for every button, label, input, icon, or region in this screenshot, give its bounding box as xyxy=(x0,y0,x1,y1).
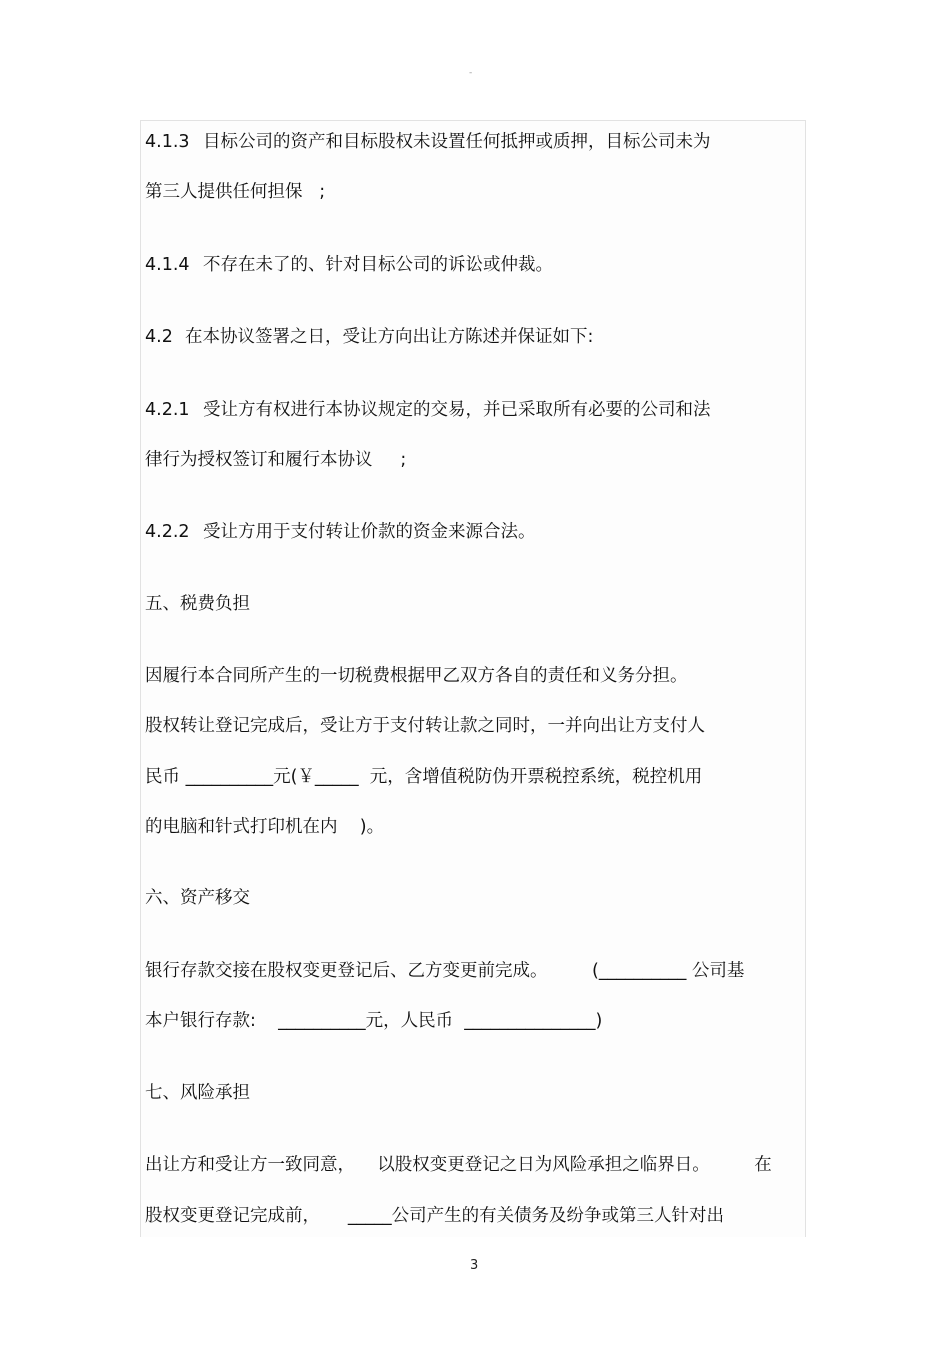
paragraph-7-line-2 xyxy=(145,1204,724,1228)
paragraph-7-line-1 xyxy=(145,1153,772,1177)
clause-4-1-4 xyxy=(145,253,553,277)
heading-text: 七、风险承担 xyxy=(145,1083,250,1103)
paragraph-text: 银行存款交接在股权变更登记后、乙方变更前完成。 (__________ 公司基 xyxy=(145,961,745,981)
header-mark: - xyxy=(469,68,473,78)
heading-text: 六、资产移交 xyxy=(145,888,250,908)
clause-text: 受让方有权进行本协议规定的交易，并已采取所有必要的公司和法 xyxy=(203,400,711,420)
clause-number: 4.1.3 xyxy=(145,132,190,152)
paragraph-text: 股权变更登记完成前， _____公司产生的有关债务及纷争或第三人针对出 xyxy=(145,1206,725,1226)
section-heading-6 xyxy=(145,886,250,910)
paragraph-5-line-2 xyxy=(145,714,705,738)
clause-number: 4.2 xyxy=(145,327,173,347)
clause-4-1-3-line-2 xyxy=(145,180,325,204)
document-body xyxy=(140,120,806,1237)
clause-number: 4.2.1 xyxy=(145,400,190,420)
clause-text: 受让方用于支付转让价款的资金来源合法。 xyxy=(203,522,536,542)
paragraph-text: 的电脑和针式打印机在内 )。 xyxy=(145,817,385,837)
section-heading-5 xyxy=(145,592,250,616)
clause-4-2-1-line-2 xyxy=(145,448,406,472)
clause-text: 第三人提供任何担保 ; xyxy=(145,182,326,202)
clause-text: 在本协议签署之日，受让方向出让方陈述并保证如下: xyxy=(185,327,594,347)
clause-text: 目标公司的资产和目标股权未设置任何抵押或质押，目标公司未为 xyxy=(203,132,711,152)
section-heading-7 xyxy=(145,1081,250,1105)
heading-text: 五、税费负担 xyxy=(145,594,250,614)
clause-text: 不存在未了的、针对目标公司的诉讼或仲裁。 xyxy=(203,255,553,275)
paragraph-5-line-3 xyxy=(145,765,702,789)
clause-4-2-1-line-1 xyxy=(145,398,711,422)
clause-4-2-2 xyxy=(145,520,536,544)
clause-text: 律行为授权签订和履行本协议 ; xyxy=(145,450,407,470)
clause-number: 4.2.2 xyxy=(145,522,190,542)
paragraph-5-line-1 xyxy=(145,664,688,688)
paragraph-text: 股权转让登记完成后，受让方于支付转让款之同时，一并向出让方支付人 xyxy=(145,716,705,736)
paragraph-text: 因履行本合同所产生的一切税费根据甲乙双方各自的责任和义务分担。 xyxy=(145,666,688,686)
page-number: 3 xyxy=(470,1258,479,1273)
paragraph-text: 民币 __________元(￥_____ 元，含增值税防伪开票税控系统，税控机用 xyxy=(145,767,703,787)
clause-4-1-3-line-1 xyxy=(145,130,711,154)
paragraph-6-line-2 xyxy=(145,1009,602,1033)
paragraph-6-line-1 xyxy=(145,959,744,983)
paragraph-text: 本户银行存款: __________元，人民币 _______________) xyxy=(145,1011,603,1031)
paragraph-text: 出让方和受让方一致同意， 以股权变更登记之日为风险承担之临界日。 在 xyxy=(145,1155,772,1175)
clause-4-2 xyxy=(145,325,593,349)
paragraph-5-line-4 xyxy=(145,815,384,839)
clause-number: 4.1.4 xyxy=(145,255,190,275)
